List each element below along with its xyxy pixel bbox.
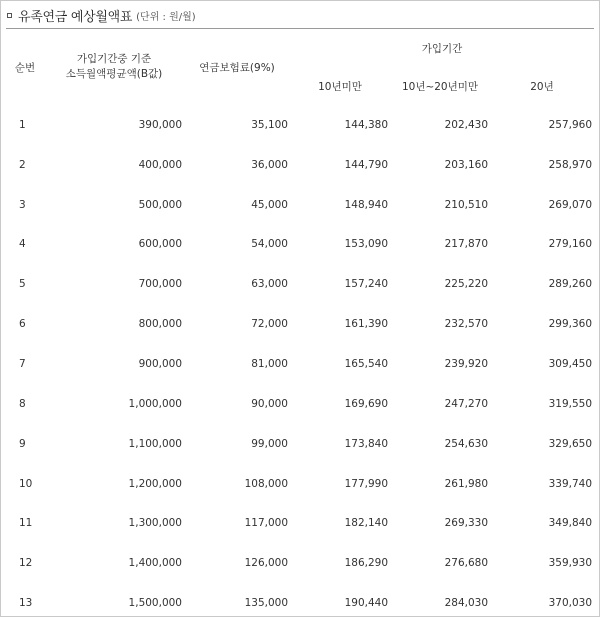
cell-premium: 63,000 xyxy=(251,278,288,291)
title-bar xyxy=(7,6,196,24)
cell-p1: 144,380 xyxy=(344,118,388,131)
header-income xyxy=(44,29,184,105)
table-title: 유족연금 예상월액표 xyxy=(18,9,133,25)
cell-p2: 217,870 xyxy=(444,238,488,251)
cell-no: 13 xyxy=(19,597,33,610)
cell-no: 7 xyxy=(19,357,26,370)
cell-p3: 289,260 xyxy=(548,278,593,291)
cell-income: 1,400,000 xyxy=(128,557,182,570)
table-row xyxy=(6,145,594,185)
cell-income: 500,000 xyxy=(138,198,182,211)
table-row xyxy=(6,185,594,225)
unit-label: (단위 : 원/월) xyxy=(136,11,196,23)
square-bullet-icon xyxy=(7,13,12,18)
cell-p2: 247,270 xyxy=(444,397,488,410)
cell-p1: 148,940 xyxy=(344,198,388,211)
cell-premium: 90,000 xyxy=(251,397,288,410)
cell-p1: 144,790 xyxy=(344,158,388,171)
cell-no: 4 xyxy=(19,238,26,251)
cell-no: 8 xyxy=(19,397,26,410)
cell-no: 11 xyxy=(19,517,33,530)
cell-p3: 257,960 xyxy=(548,118,593,131)
cell-premium: 108,000 xyxy=(244,477,288,490)
cell-no: 12 xyxy=(19,557,33,570)
table-row xyxy=(6,264,594,304)
table-row xyxy=(6,304,594,344)
cell-p1: 153,090 xyxy=(344,238,388,251)
cell-premium: 81,000 xyxy=(251,357,288,370)
cell-p2: 269,330 xyxy=(444,517,488,530)
table-row xyxy=(6,464,594,504)
cell-no: 2 xyxy=(19,158,26,171)
cell-p3: 319,550 xyxy=(548,397,593,410)
header-income-line2: 소득월액평균액(B값) xyxy=(65,68,163,80)
cell-p2: 284,030 xyxy=(444,597,488,610)
cell-income: 1,100,000 xyxy=(128,437,182,450)
table-row xyxy=(6,503,594,543)
cell-premium: 54,000 xyxy=(251,238,288,251)
cell-p3: 349,840 xyxy=(548,517,593,530)
cell-p3: 299,360 xyxy=(548,318,593,331)
cell-p1: 190,440 xyxy=(344,597,388,610)
table-row xyxy=(6,543,594,583)
cell-p2: 254,630 xyxy=(444,437,488,450)
cell-no: 3 xyxy=(19,198,26,211)
cell-no: 5 xyxy=(19,278,26,291)
cell-p1: 157,240 xyxy=(344,278,388,291)
table-row xyxy=(6,344,594,384)
cell-p3: 329,650 xyxy=(548,437,593,450)
table-row xyxy=(6,105,594,145)
table-body xyxy=(6,105,594,623)
cell-p3: 279,160 xyxy=(548,238,593,251)
cell-p2: 202,430 xyxy=(444,118,488,131)
cell-p2: 225,220 xyxy=(444,278,488,291)
header-no: 순번 xyxy=(14,61,36,74)
table-row xyxy=(6,424,594,464)
cell-p1: 165,540 xyxy=(344,357,388,370)
table-row xyxy=(6,384,594,424)
header-period-20: 20년 xyxy=(530,80,554,93)
cell-premium: 99,000 xyxy=(251,437,288,450)
header-period-10to20: 10년~20년미만 xyxy=(401,80,479,93)
cell-p2: 261,980 xyxy=(444,477,488,490)
cell-p3: 258,970 xyxy=(548,158,593,171)
header-income-line1: 가입기간중 기준 xyxy=(76,53,152,65)
cell-premium: 36,000 xyxy=(251,158,288,171)
pension-table xyxy=(6,29,594,623)
cell-income: 900,000 xyxy=(138,357,182,370)
cell-p2: 239,920 xyxy=(444,357,488,370)
cell-income: 800,000 xyxy=(138,318,182,331)
cell-p3: 339,740 xyxy=(548,477,593,490)
cell-p3: 370,030 xyxy=(548,597,593,610)
cell-premium: 117,000 xyxy=(244,517,288,530)
cell-income: 400,000 xyxy=(138,158,182,171)
cell-no: 1 xyxy=(19,118,26,131)
header-premium: 연금보험료(9%) xyxy=(199,61,275,74)
cell-no: 9 xyxy=(19,437,26,450)
cell-premium: 126,000 xyxy=(244,557,288,570)
cell-income: 600,000 xyxy=(138,238,182,251)
cell-p1: 173,840 xyxy=(344,437,388,450)
cell-p3: 269,070 xyxy=(548,198,593,211)
cell-premium: 45,000 xyxy=(251,198,288,211)
cell-income: 1,300,000 xyxy=(128,517,182,530)
cell-premium: 135,000 xyxy=(244,597,288,610)
cell-income: 1,000,000 xyxy=(128,397,182,410)
cell-income: 1,200,000 xyxy=(128,477,182,490)
header-period: 가입기간 xyxy=(421,42,463,55)
cell-income: 390,000 xyxy=(138,118,182,131)
cell-p3: 309,450 xyxy=(548,357,593,370)
cell-p1: 161,390 xyxy=(344,318,388,331)
cell-premium: 72,000 xyxy=(251,318,288,331)
cell-p2: 276,680 xyxy=(444,557,488,570)
cell-p2: 203,160 xyxy=(444,158,488,171)
cell-p3: 359,930 xyxy=(548,557,593,570)
header-period-under10: 10년미만 xyxy=(318,80,362,93)
cell-p1: 177,990 xyxy=(344,477,388,490)
cell-p2: 210,510 xyxy=(444,198,488,211)
cell-p2: 232,570 xyxy=(444,318,488,331)
cell-p1: 186,290 xyxy=(344,557,388,570)
cell-p1: 169,690 xyxy=(344,397,388,410)
cell-income: 1,500,000 xyxy=(128,597,182,610)
cell-no: 6 xyxy=(19,318,26,331)
cell-income: 700,000 xyxy=(138,278,182,291)
cell-p1: 182,140 xyxy=(344,517,388,530)
table-row xyxy=(6,225,594,265)
cell-premium: 35,100 xyxy=(251,118,288,131)
cell-no: 10 xyxy=(19,477,33,490)
